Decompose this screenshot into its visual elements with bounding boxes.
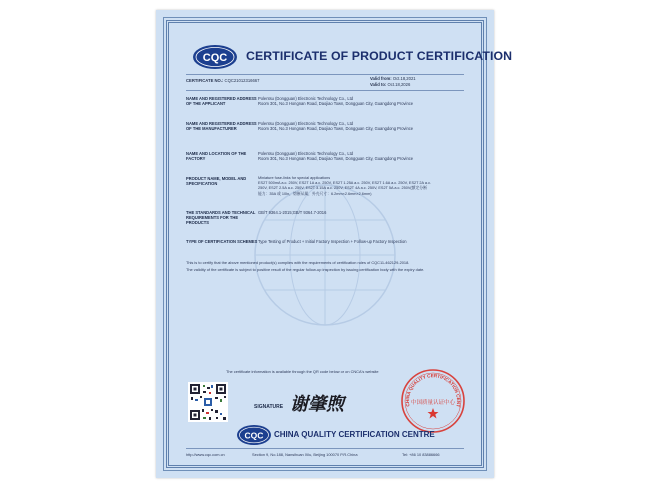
certificate-page	[156, 10, 513, 478]
manufacturer-name: Polentsu (Dongguan) Electronic Technology Co., Ltd	[258, 121, 354, 126]
cqc-logo-icon	[192, 44, 238, 70]
certificate-no-label: CERTIFICATE NO.:	[186, 78, 224, 83]
valid-from-row	[370, 76, 416, 81]
signature-image	[282, 390, 352, 416]
globe-watermark	[220, 180, 430, 330]
verify-note: The certificate information is available through the QR code below or on CNCA's website	[226, 369, 379, 374]
standards-value: GB/T 9364.1-2015;GB/T 9364.7-2016	[258, 210, 327, 215]
signature-text: 谢肇煦	[290, 394, 344, 415]
product-value	[258, 176, 448, 197]
official-seal	[400, 368, 466, 434]
certificate-title: CERTIFICATE OF PRODUCT CERTIFICATION	[246, 49, 513, 63]
applicant-value	[258, 96, 448, 107]
scheme-label: TYPE OF CERTIFICATION SCHEMES	[186, 239, 258, 244]
manufacturer-value	[258, 121, 448, 132]
footer-address: Section 9, No.188, Nansihuan Xilu, Beijing 100070 P.R.China	[252, 452, 358, 457]
info-divider	[186, 90, 464, 91]
certify-statement: This is to certify that the above mentioned product(s) complies with the requirements of certification rules of CQC11-462129-2018.	[186, 260, 410, 265]
valid-from-value: Oct.18,2021	[392, 76, 416, 81]
product-name: Miniature fuse-links for special applications	[258, 176, 331, 180]
factory-label: NAME AND LOCATION OF THE FACTORY	[186, 151, 247, 162]
factory-address: Room 301, No.3 Hongnan Road, Daojiao Town, Dongguan City, Guangdong Province	[258, 156, 414, 162]
product-label: PRODUCT NAME, MODEL AND SPECIFICATION	[186, 176, 247, 187]
footer-divider	[186, 448, 464, 449]
applicant-name: Polentsu (Dongguan) Electronic Technology Co., Ltd	[258, 96, 354, 101]
applicant-address: Room 301, No.3 Hongnan Road, Daojiao Town, Dongguan City, Guangdong Province	[258, 101, 414, 107]
manufacturer-label: NAME AND REGISTERED ADDRESS OF THE MANUFACTURER	[186, 121, 257, 132]
seal-center-text: 中国质量认证中心	[410, 400, 456, 406]
logo-text: CQC	[202, 52, 228, 64]
applicant-label: NAME AND REGISTERED ADDRESS OF THE APPLICANT	[186, 96, 257, 107]
header-divider	[186, 74, 464, 75]
certificate-header	[192, 44, 513, 70]
standards-label: THE STANDARDS AND TECHNICAL REQUIREMENTS FOR THE PRODUCTS	[186, 210, 256, 226]
product-spec-line-2: 250V, ES2T 2.5A a.c. 250V, ES2T 3.15A a.c. 250V, ES2T 4A a.c. 250V, ES2T 5A a.c. 250V(额定分断	[258, 186, 427, 191]
validity-statement: The validity of the certificate is subject to positive result of the regular follow-up inspection by issuing certification body with the expiry date.	[186, 267, 425, 272]
footer-website[interactable]: http://www.cqc.com.cn	[186, 452, 225, 457]
qr-code[interactable]	[188, 382, 228, 422]
factory-name: Polentsu (Dongguan) Electronic Technology Co., Ltd	[258, 151, 354, 156]
factory-value	[258, 151, 448, 162]
signature-label: SIGNATURE	[254, 404, 284, 410]
certificate-number-row	[186, 78, 259, 83]
scheme-value: Type Testing of Product + Initial Factory Inspection + Follow-up Factory Inspection	[258, 239, 407, 244]
footer-logo-text: CQC	[244, 430, 264, 441]
product-spec-line-3: 能力：35A 或 10In，熔断从属，外壳尺寸：6.2mm×2.6mm×2.6mm)	[258, 191, 372, 196]
footer-tel: Tel: +86 10 83886666	[402, 452, 440, 457]
valid-to-row	[370, 82, 410, 87]
cqc-footer-logo-icon	[236, 424, 272, 446]
seal-arc-text: CHINA QUALITY CERTIFICATION CENT	[404, 373, 462, 408]
valid-from-label: Valid from:	[370, 76, 392, 81]
valid-to-value: Oct.18,2026	[387, 82, 411, 87]
product-spec-line-1: ES2T 500mA a.c. 250V, ES2T 1A a.c. 250V, ES2T 1.25A a.c. 250V, ES2T 1.6A a.c. 250V, ES2T 2A a.c.	[258, 181, 432, 186]
manufacturer-address: Room 301, No.3 Hongnan Road, Daojiao Town, Dongguan City, Guangdong Province	[258, 126, 414, 132]
certificate-no-value: CQC21012316667	[224, 78, 260, 83]
issuer-name: CHINA QUALITY CERTIFICATION CENTRE	[274, 430, 435, 439]
valid-to-label: Valid to:	[370, 82, 387, 87]
